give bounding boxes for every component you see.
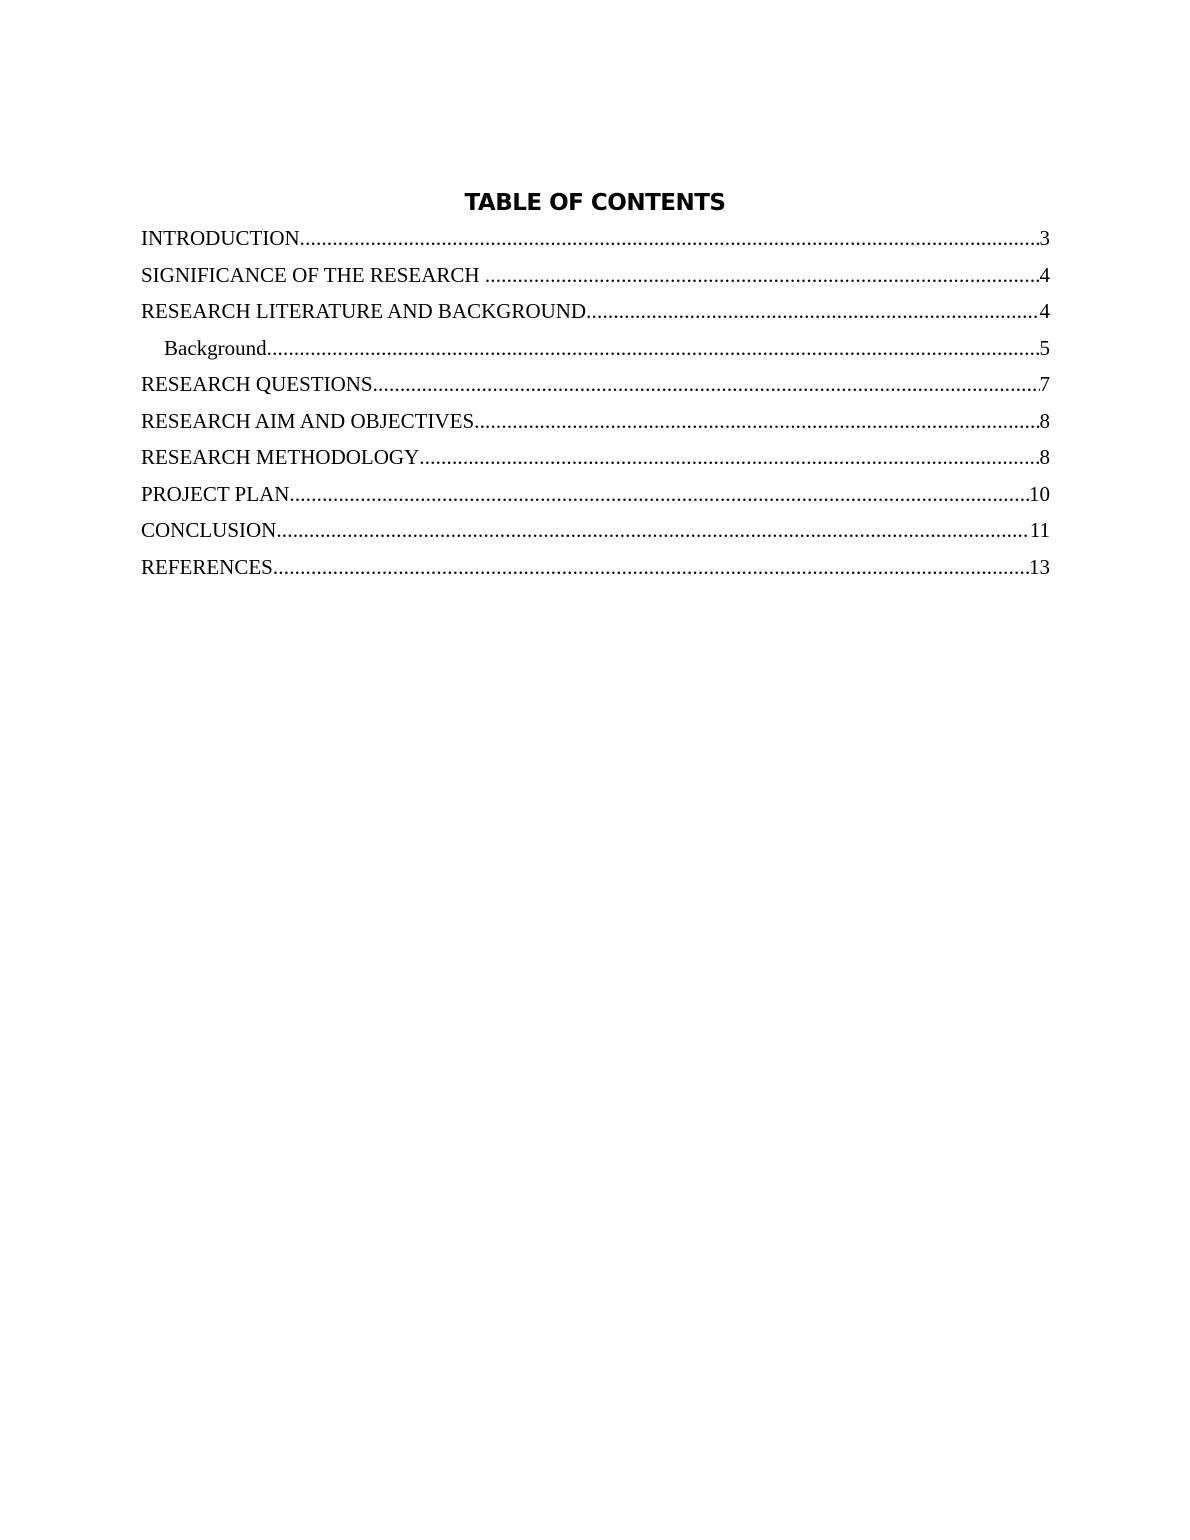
toc-entry-label: RESEARCH METHODOLOGY — [141, 445, 420, 469]
toc-dot-leader — [267, 330, 1040, 367]
toc-entry-references[interactable] — [141, 549, 1050, 586]
toc-entry-significance[interactable] — [141, 257, 1050, 294]
toc-dot-leader — [273, 549, 1029, 586]
toc-page-number: 8 — [1039, 445, 1050, 469]
toc-page-number: 4 — [1039, 299, 1050, 323]
toc-dot-leader — [485, 257, 1040, 294]
toc-dot-leader — [474, 403, 1039, 440]
toc-list — [141, 220, 1050, 585]
toc-title: TABLE OF CONTENTS — [464, 190, 726, 216]
toc-page-number: 10 — [1029, 481, 1050, 506]
toc-entry-label: RESEARCH QUESTIONS — [141, 372, 373, 396]
toc-entry-aim-objectives[interactable] — [141, 403, 1050, 440]
toc-entry-label: PROJECT PLAN — [141, 481, 290, 506]
toc-page-number: 5 — [1039, 335, 1050, 360]
toc-entry-label: REFERENCES — [141, 554, 273, 579]
toc-entry-introduction[interactable] — [141, 220, 1050, 257]
toc-entry-label: INTRODUCTION — [141, 226, 300, 250]
toc-entry-methodology[interactable] — [141, 439, 1050, 476]
toc-page-number: 7 — [1039, 372, 1050, 396]
toc-dot-leader — [373, 366, 1040, 403]
toc-entry-label: CONCLUSION — [141, 518, 277, 542]
toc-entry-label: RESEARCH AIM AND OBJECTIVES — [141, 408, 475, 433]
toc-page-number: 3 — [1039, 226, 1050, 250]
toc-dot-leader — [586, 293, 1039, 330]
toc-entry-label: Background — [164, 335, 267, 360]
toc-entry-label: RESEARCH LITERATURE AND BACKGROUND — [141, 299, 587, 323]
toc-dot-leader — [289, 476, 1029, 513]
toc-page-number: 11 — [1029, 518, 1050, 542]
toc-page-number: 8 — [1039, 408, 1050, 433]
toc-entry-conclusion[interactable] — [141, 512, 1050, 549]
toc-entry-literature[interactable] — [141, 293, 1050, 330]
toc-dot-leader — [419, 439, 1039, 476]
toc-page-number: 13 — [1029, 554, 1050, 579]
toc-dot-leader — [276, 512, 1029, 549]
toc-entry-label: SIGNIFICANCE OF THE RESEARCH — [141, 262, 485, 287]
toc-dot-leader — [300, 220, 1040, 257]
toc-entry-questions[interactable] — [141, 366, 1050, 403]
toc-entry-project-plan[interactable] — [141, 476, 1050, 513]
toc-entry-background[interactable] — [141, 330, 1050, 367]
toc-page-number: 4 — [1039, 262, 1050, 287]
